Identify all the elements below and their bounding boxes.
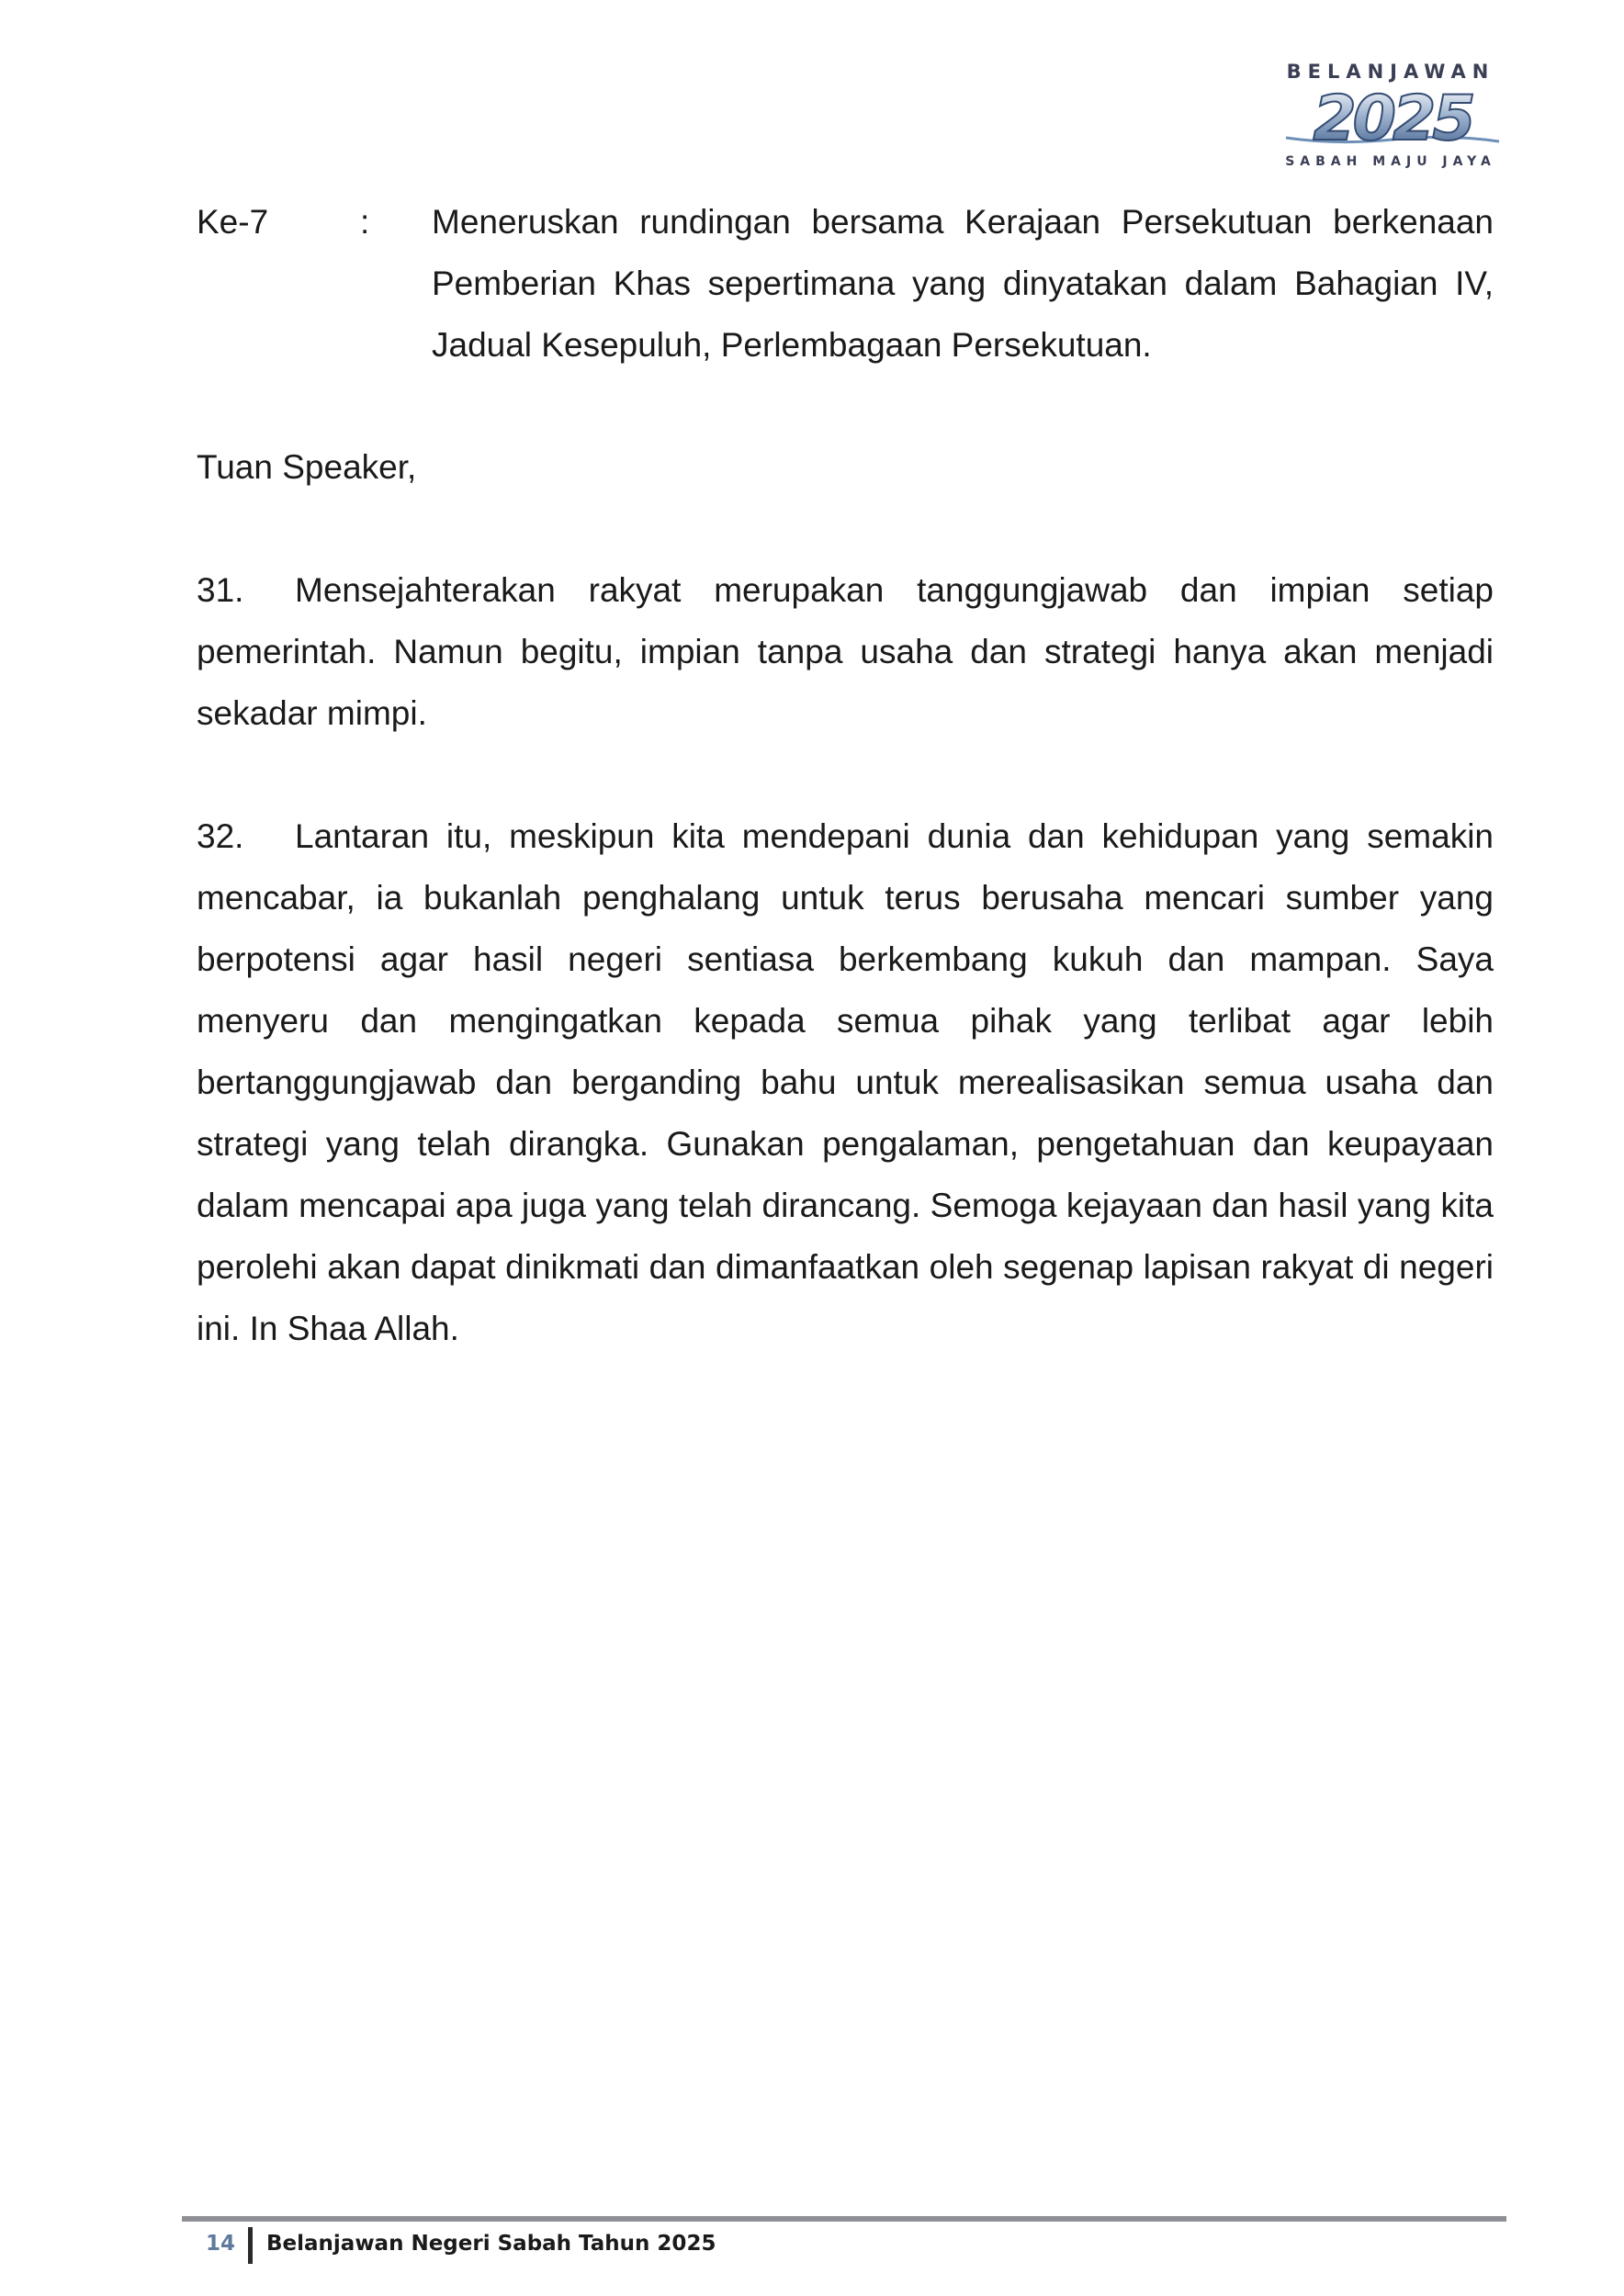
logo-year-text: 2025 [1313, 86, 1472, 152]
paragraph-number: 31. [197, 571, 244, 609]
paragraph-text: Lantaran itu, meskipun kita mendepani dunia dan kehidupan yang semakin mencabar, ia bukanlah penghalang untuk terus berusaha mencari sumber yang berpotensi agar hasil negeri sentiasa berkembang kukuh dan mampan. Saya menyeru dan mengingatkan kepada semua pihak yang terlibat agar lebih bertanggungjawab dan berganding bahu untuk merealisasikan semua usaha dan strategi yang telah dirangka. Gunakan pengalaman, pengetahuan dan keupayaan dalam mencapai apa juga yang telah dirancang. Semoga kejayaan dan hasil yang kita perolehi akan dapat dinikmati dan dimanfaatkan oleh segenap lapisan rakyat di negeri ini. In Shaa Allah. [197, 817, 1494, 1347]
item-colon: : [360, 203, 370, 241]
logo-year-graphic [1282, 86, 1503, 152]
list-item-ke7 [197, 191, 1494, 376]
paragraph-number: 32. [197, 817, 244, 855]
paragraph-31 [197, 559, 1494, 744]
page-number: 14 [206, 2232, 236, 2256]
footer-separator [248, 2227, 253, 2264]
salutation: Tuan Speaker, [197, 448, 417, 486]
footer-title: Belanjawan Negeri Sabah Tahun 2025 [266, 2232, 716, 2256]
paragraph-text: Mensejahterakan rakyat merupakan tanggungjawab dan impian setiap pemerintah. Namun begitu, impian tanpa usaha dan strategi hanya akan menjadi sekadar mimpi. [197, 571, 1494, 732]
logo-tagline: SABAH MAJU JAYA [1285, 154, 1496, 169]
budget-logo [1266, 61, 1516, 178]
document-body [197, 191, 1494, 1359]
item-label: Ke-7 [197, 203, 269, 241]
logo-title: BELANJAWAN [1286, 61, 1495, 83]
paragraph-32 [197, 805, 1494, 1359]
footer-divider [182, 2216, 1506, 2222]
item-text: Meneruskan rundingan bersama Kerajaan Persekutuan berkenaan Pemberian Khas sepertimana yang dinyatakan dalam Bahagian IV, Jadual Kesepuluh, Perlembagaan Persekutuan. [432, 203, 1494, 364]
